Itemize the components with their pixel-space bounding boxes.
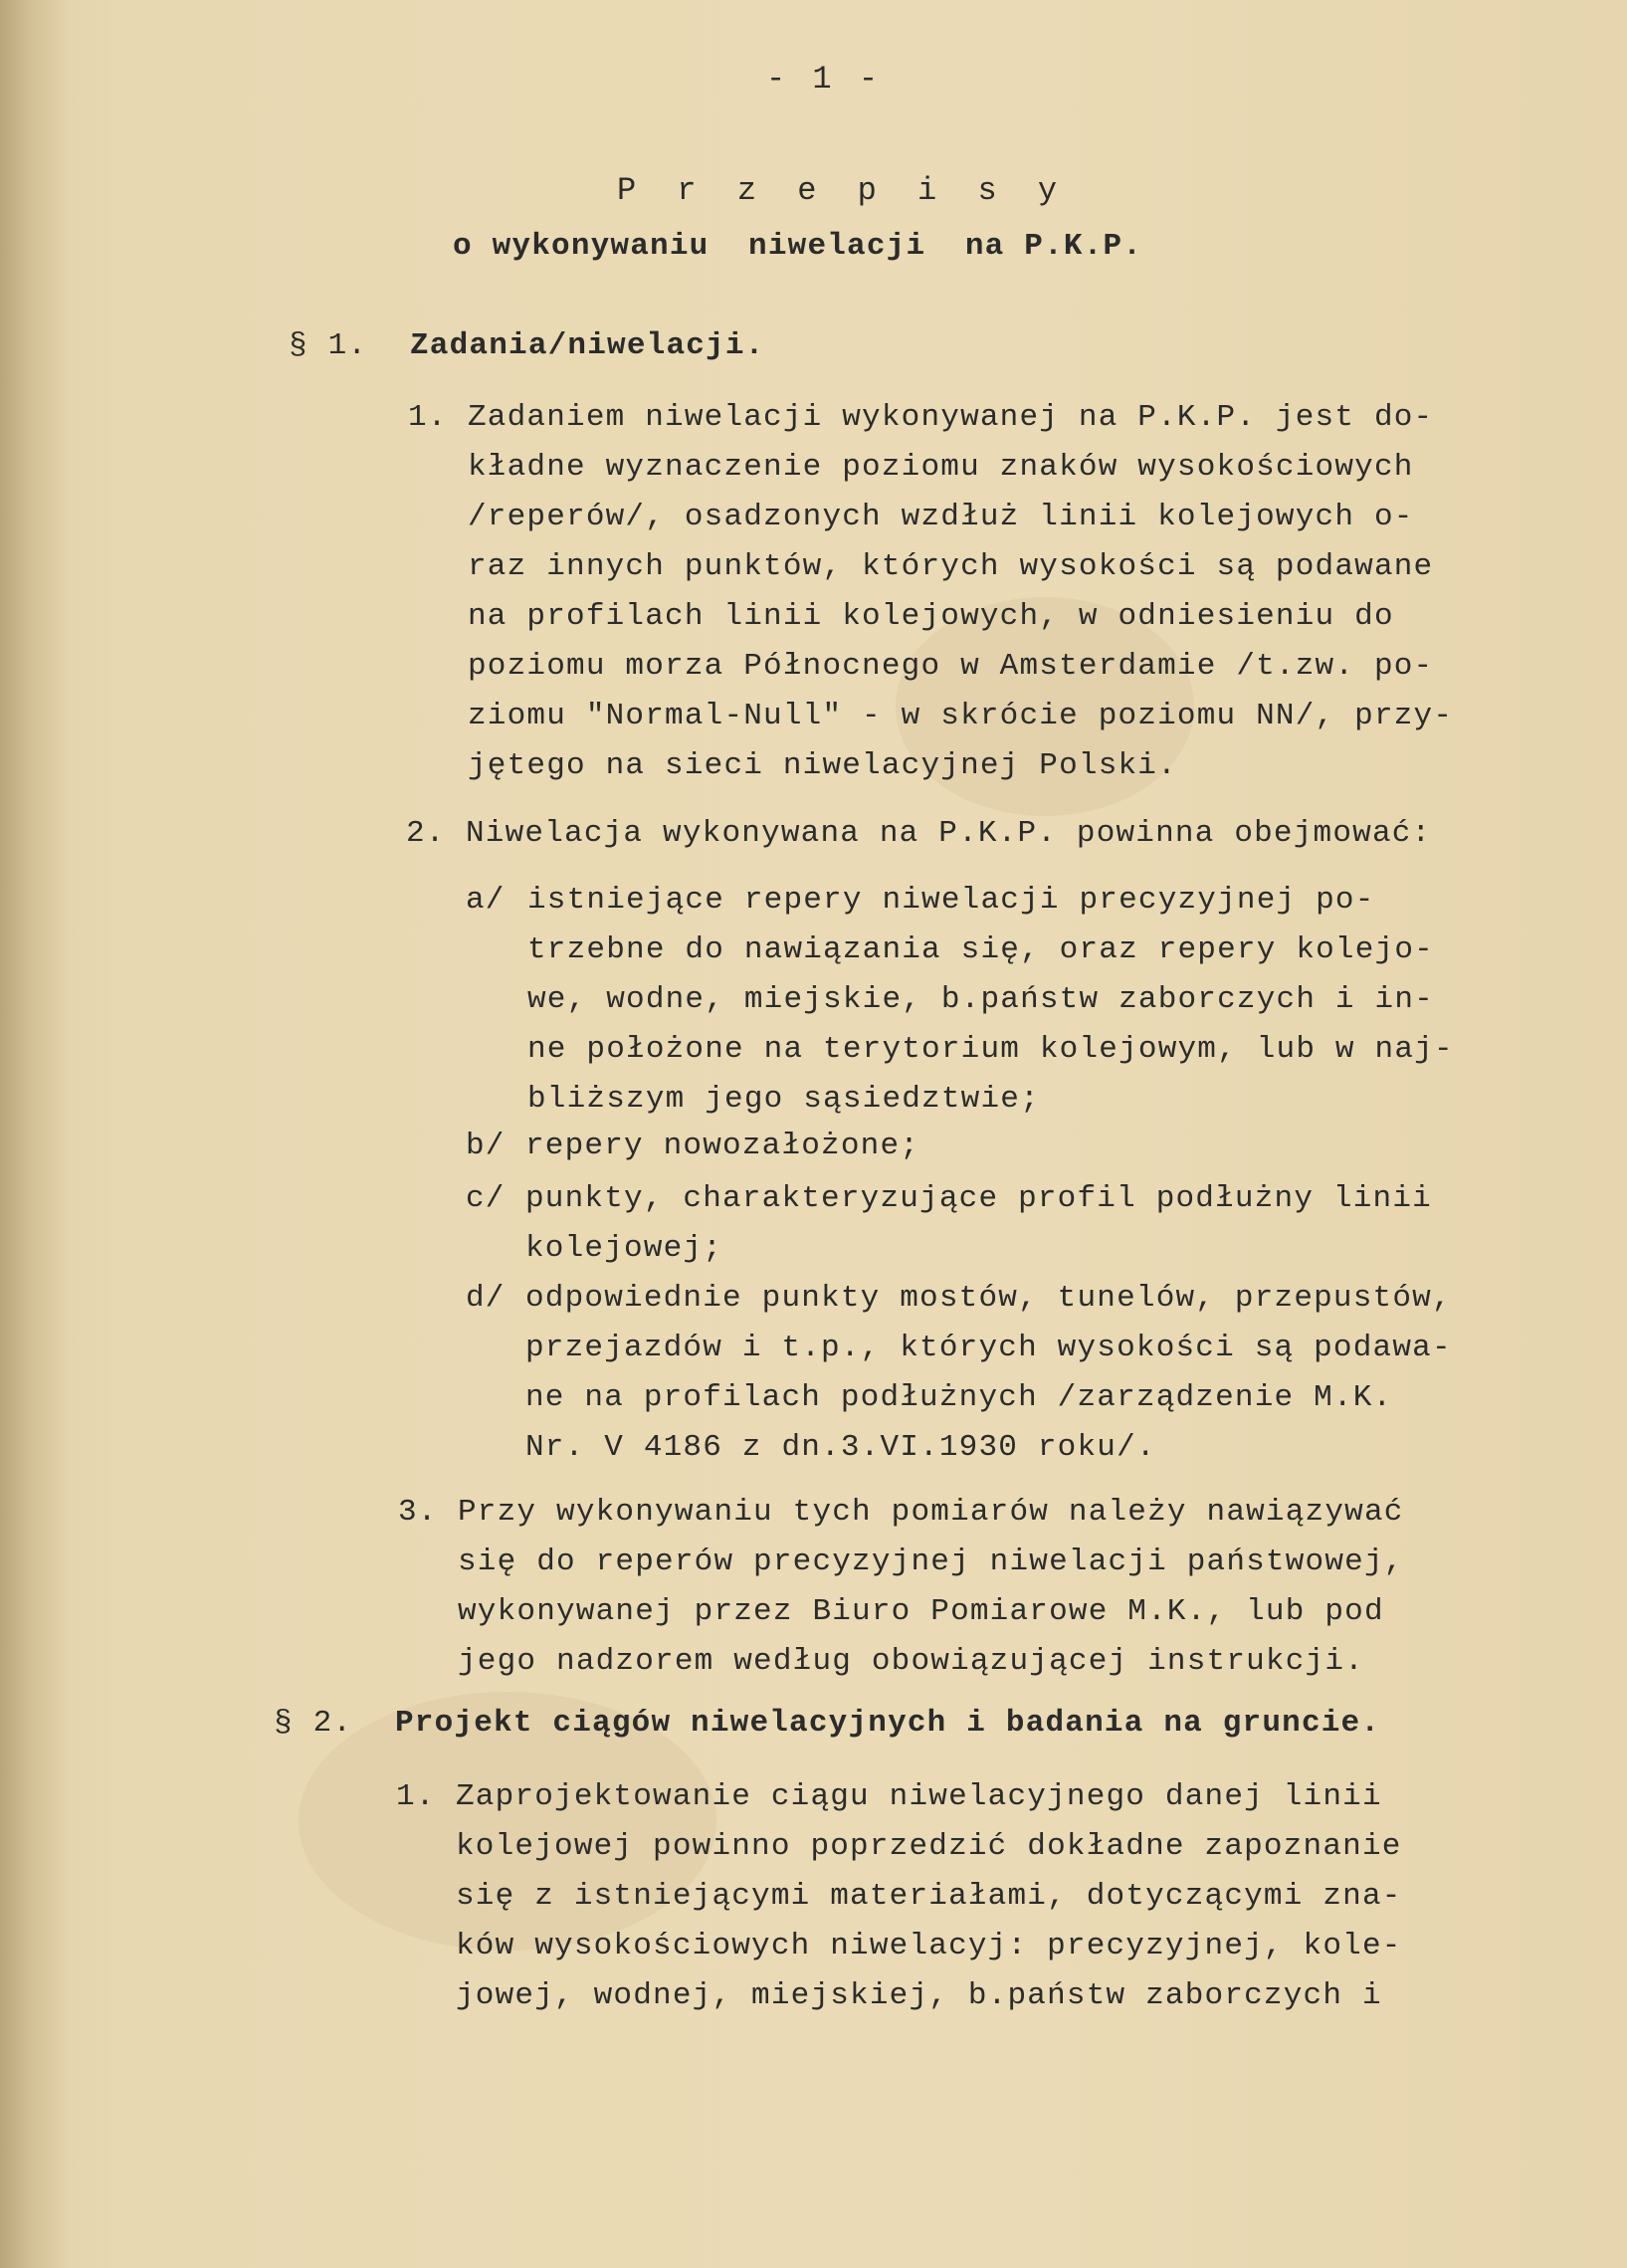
text-line: bliższym jego sąsiedztwie; xyxy=(527,1082,1040,1117)
text-line: ne położone na terytorium kolejowym, lub w naj- xyxy=(527,1032,1454,1067)
paragraph-number: 3. xyxy=(398,1495,438,1530)
text-line: przejazdów i t.p., których wysokości są podawa- xyxy=(525,1331,1452,1365)
list-label: b/ xyxy=(466,1129,506,1163)
text-line: punkty, charakteryzujące profil podłużny linii xyxy=(525,1181,1432,1216)
text-line: się do reperów precyzyjnej niwelacji państwowej, xyxy=(458,1545,1404,1579)
text-line: wykonywanej przez Biuro Pomiarowe M.K., lub pod xyxy=(458,1594,1384,1629)
paragraph-number: 1. xyxy=(396,1779,436,1814)
text-line: Niwelacja wykonywana na P.K.P. powinna obejmować: xyxy=(466,816,1432,851)
section-marker: § 2. xyxy=(274,1706,353,1741)
text-line: Nr. V 4186 z dn.3.VI.1930 roku/. xyxy=(525,1430,1156,1465)
text-line: we, wodne, miejskie, b.państw zaborczych i in- xyxy=(527,982,1434,1017)
text-line: ne na profilach podłużnych /zarządzenie M.K. xyxy=(525,1380,1393,1415)
text-line: kładne wyznaczenie poziomu znaków wysokościowych xyxy=(468,450,1414,485)
binding-edge xyxy=(0,0,70,2268)
text-line: odpowiednie punkty mostów, tunelów, przepustów, xyxy=(525,1281,1452,1316)
text-line: istniejące repery niwelacji precyzyjnej po- xyxy=(527,883,1375,918)
text-line: ziomu "Normal-Null" - w skrócie poziomu NN/, przy- xyxy=(468,699,1454,733)
text-line: Zadaniem niwelacji wykonywanej na P.K.P. jest do- xyxy=(468,400,1434,435)
text-line: /reperów/, osadzonych wzdłuż linii kolejowych o- xyxy=(468,500,1414,534)
page-number: - 1 - xyxy=(766,61,883,98)
text-line: jętego na sieci niwelacyjnej Polski. xyxy=(468,748,1177,783)
text-line: kolejowej; xyxy=(525,1231,723,1266)
text-line: na profilach linii kolejowych, w odniesieniu do xyxy=(468,599,1394,634)
list-label: a/ xyxy=(466,883,506,918)
list-label: d/ xyxy=(466,1281,506,1316)
text-line: poziomu morza Północnego w Amsterdamie /t.zw. po- xyxy=(468,649,1434,684)
text-line: Zaprojektowanie ciągu niwelacyjnego danej linii xyxy=(456,1779,1382,1814)
text-line: ków wysokościowych niwelacyj: precyzyjnej, kole- xyxy=(456,1929,1402,1963)
text-line: trzebne do nawiązania się, oraz repery kolejo- xyxy=(527,932,1434,967)
list-label: c/ xyxy=(466,1181,506,1216)
text-line: jowej, wodnej, miejskiej, b.państw zaborczych i xyxy=(456,1978,1382,2013)
paragraph-number: 1. xyxy=(408,400,448,435)
text-line: repery nowozałożone; xyxy=(525,1129,920,1163)
document-subtitle: o wykonywaniu niwelacji na P.K.P. xyxy=(453,229,1143,264)
text-line: się z istniejącymi materiałami, dotyczącymi zna- xyxy=(456,1879,1402,1914)
text-line: raz innych punktów, których wysokości są podawane xyxy=(468,549,1434,584)
text-line: jego nadzorem według obowiązującej instrukcji. xyxy=(458,1644,1364,1679)
text-line: Przy wykonywaniu tych pomiarów należy nawiązywać xyxy=(458,1495,1404,1530)
section-marker: § 1. xyxy=(289,328,368,363)
section-heading: Projekt ciągów niwelacyjnych i badania na gruncie. xyxy=(395,1706,1381,1741)
paragraph-number: 2. xyxy=(406,816,446,851)
document-title: P r z e p i s y xyxy=(617,172,1069,209)
section-heading: Zadania/niwelacji. xyxy=(410,328,765,363)
text-line: kolejowej powinno poprzedzić dokładne zapoznanie xyxy=(456,1829,1402,1864)
